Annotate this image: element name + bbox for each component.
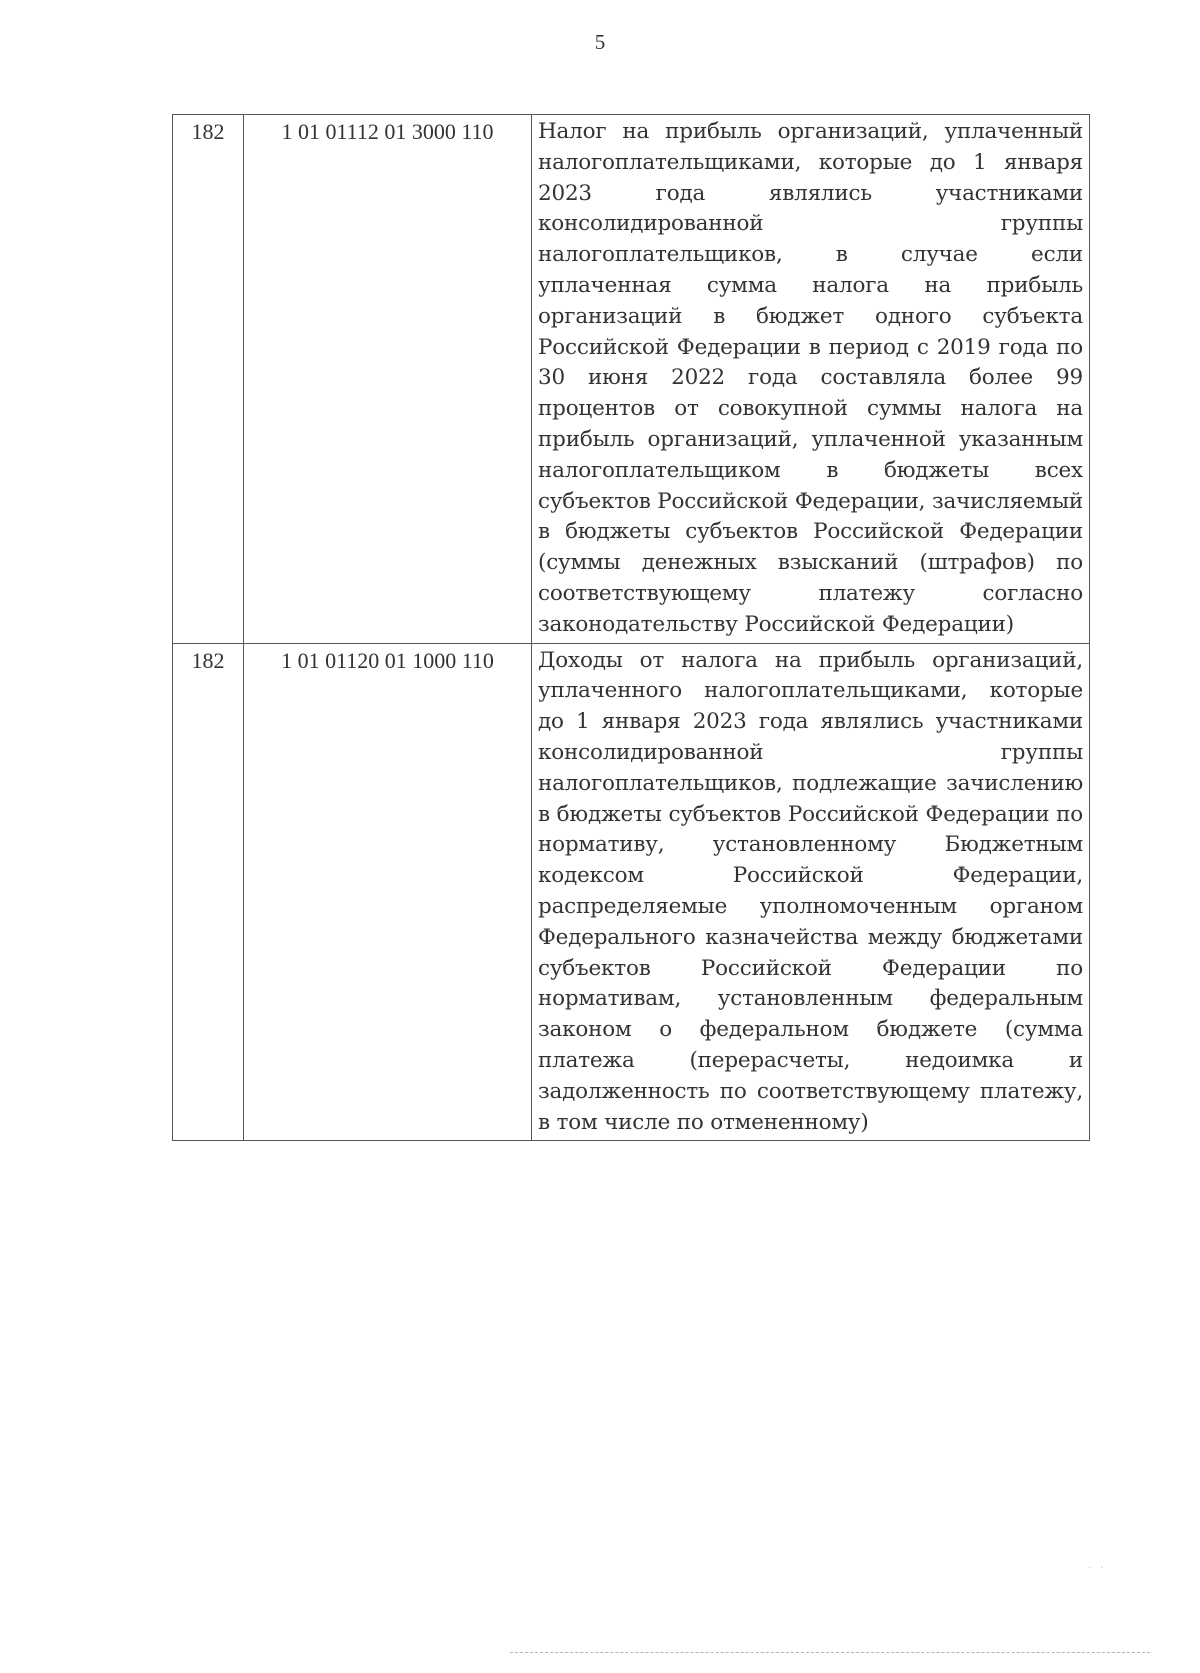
- kbk-code-cell: 1 01 01120 01 1000 110: [244, 643, 532, 1141]
- income-name-cell: Налог на прибыль организаций, уплаченный налогоплательщиками, которые до 1 января 2023 года являлись участниками консолидированной группы налогоплательщиков, в случае если уплаченная сумма налога на прибыль организаций в бюджет одного субъекта Российской Федерации в период с 2019 года по 30 июня 2022 года составляла более 99 процентов от совокупной суммы налога на прибыль организаций, уплаченной указанным налогоплательщиком в бюджеты всех субъектов Российской Федерации, зачисляемый в бюджеты субъектов Российской Федерации (суммы денежных взысканий (штрафов) по соответствующему платежу согласно законодательству Российской Федерации): [532, 115, 1090, 644]
- footer-rule: [510, 1652, 1150, 1653]
- scan-artifact: · ·: [1088, 1563, 1107, 1574]
- admin-code-cell: 182: [173, 115, 244, 644]
- budget-classification-table: [172, 114, 1090, 1141]
- table-row: [173, 643, 1090, 1141]
- page-number: 5: [594, 30, 606, 54]
- kbk-code-cell: 1 01 01112 01 3000 110: [244, 115, 532, 644]
- table-row: [173, 115, 1090, 644]
- admin-code-cell: 182: [173, 643, 244, 1141]
- income-name-cell: Доходы от налога на прибыль организаций, уплаченного налогоплательщиками, которые до 1 января 2023 года являлись участниками консолидированной группы налогоплательщиков, подлежащие зачислению в бюджеты субъектов Российской Федерации по нормативу, установленному Бюджетным кодексом Российской Федерации, распределяемые уполномоченным органом Федерального казначейства между бюджетами субъектов Российской Федерации по нормативам, установленным федеральным законом о федеральном бюджете (сумма платежа (перерасчеты, недоимка и задолженность по соответствующему платежу, в том числе по отмененному): [532, 643, 1090, 1141]
